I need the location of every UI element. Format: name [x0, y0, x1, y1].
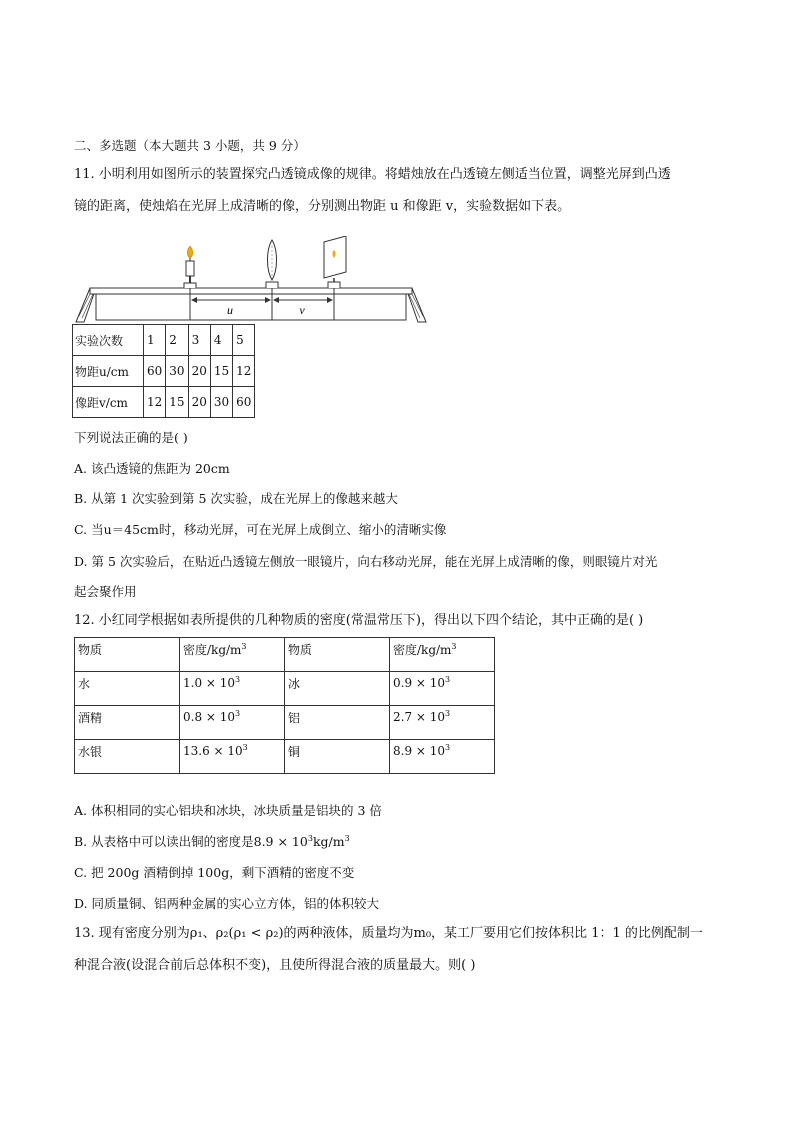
table-cell: 冰: [285, 672, 390, 706]
table-cell: 15: [210, 356, 232, 387]
table-cell: 3: [188, 325, 210, 356]
table-cell: $8.9 \times 10^3$: [390, 740, 495, 774]
convex-lens-icon: [266, 240, 278, 288]
table-cell: 30: [210, 387, 232, 418]
q11-text-line2: 镜的距离，使烛焰在光屏上成清晰的像，分别测出物距 u 和像距 v，实验数据如下表。: [74, 199, 571, 214]
table-row: [75, 740, 495, 774]
q11-prompt: 下列说法正确的是( ): [74, 430, 188, 445]
bench-rail: [90, 288, 412, 294]
label-u: u: [227, 303, 233, 317]
q11-option-d-line2: 起会聚作用: [74, 584, 137, 599]
table-row: [73, 387, 255, 418]
table-cell: 1: [144, 325, 166, 356]
table-cell: 12: [144, 387, 166, 418]
q12-text: 12. 小红同学根据如表所提供的几种物质的密度(常温常压下)，得出以下四个结论，其中正确的是( ): [74, 613, 644, 628]
table-cell: 水银: [75, 740, 180, 774]
table-cell: $1.0 \times 10^3$: [180, 672, 285, 706]
q11-option-a: A. 该凸透镜的焦距为 20cm: [74, 461, 230, 476]
candle-icon: [184, 246, 196, 288]
table-header-cell: 密度$/kg/m^3$: [390, 638, 495, 672]
light-screen-icon: [324, 236, 346, 288]
table-cell: 5: [233, 325, 255, 356]
table-row: [73, 325, 255, 356]
table-cell: $2.7 \times 10^3$: [390, 706, 495, 740]
table-cell: 铜: [285, 740, 390, 774]
q11-text-line1: 11. 小明利用如图所示的装置探究凸透镜成像的规律。将蜡烛放在凸透镜左侧适当位置，调整光屏到凸透: [74, 167, 671, 182]
table-cell: 20: [188, 387, 210, 418]
q13-text-line2: 种混合液(设混合前后总体积不变)，且使所得混合液的质量最大。则( ): [74, 958, 476, 973]
table-header-cell: 物质: [285, 638, 390, 672]
table-cell: 物距u/cm: [73, 356, 144, 387]
table-header-cell: 物质: [75, 638, 180, 672]
bench-body: [96, 294, 406, 320]
table-row: [75, 638, 495, 672]
table-cell: 铝: [285, 706, 390, 740]
table-row: [75, 706, 495, 740]
table-cell: 30: [166, 356, 188, 387]
experiment-table: [72, 324, 255, 418]
table-cell: 像距v/cm: [73, 387, 144, 418]
table-header-cell: 密度$/kg/m^3$: [180, 638, 285, 672]
q12-option-a: A. 体积相同的实心铝块和冰块，冰块质量是铝块的 3 倍: [74, 803, 382, 818]
density-table: [74, 637, 495, 774]
table-cell: 60: [144, 356, 166, 387]
q12-option-c: C. 把 200g 酒精倒掉 100g，剩下酒精的密度不变: [74, 865, 355, 880]
table-row: [73, 356, 255, 387]
q13-text-line1: 13. 现有密度分别为ρ₁、ρ₂(ρ₁ < ρ₂)的两种液体，质量均为m₀，某工厂要用它们按体积比 1：1 的比例配制一: [74, 926, 703, 941]
optical-bench-diagram: [70, 236, 432, 324]
table-row: [75, 672, 495, 706]
table-cell: 15: [166, 387, 188, 418]
table-cell: $0.9 \times 10^3$: [390, 672, 495, 706]
table-cell: 水: [75, 672, 180, 706]
q11-option-b: B. 从第 1 次实验到第 5 次实验，成在光屏上的像越来越大: [74, 491, 398, 506]
table-cell: 2: [166, 325, 188, 356]
table-cell: $0.8 \times 10^3$: [180, 706, 285, 740]
table-cell: $13.6 \times 10^3$: [180, 740, 285, 774]
q12-option-d: D. 同质量铜、铝两种金属的实心立方体，铝的体积较大: [74, 896, 380, 911]
q11-option-c: C. 当u＝45cm时，移动光屏，可在光屏上成倒立、缩小的清晰实像: [74, 522, 447, 537]
section-heading: 二、多选题（本大题共 3 小题，共 9 分）: [74, 138, 306, 153]
table-cell: 4: [210, 325, 232, 356]
q12-option-b: B. 从表格中可以读出铜的密度是$8.9 \times 10^3kg/m^3$: [74, 833, 350, 849]
label-v: v: [299, 303, 305, 317]
table-cell: 12: [233, 356, 255, 387]
table-cell: 60: [233, 387, 255, 418]
q11-option-d-line1: D. 第 5 次实验后，在贴近凸透镜左侧放一眼镜片，向右移动光屏，能在光屏上成清晰的像，则眼镜片对光: [74, 554, 658, 569]
table-cell: 实验次数: [73, 325, 144, 356]
table-cell: 20: [188, 356, 210, 387]
table-cell: 酒精: [75, 706, 180, 740]
